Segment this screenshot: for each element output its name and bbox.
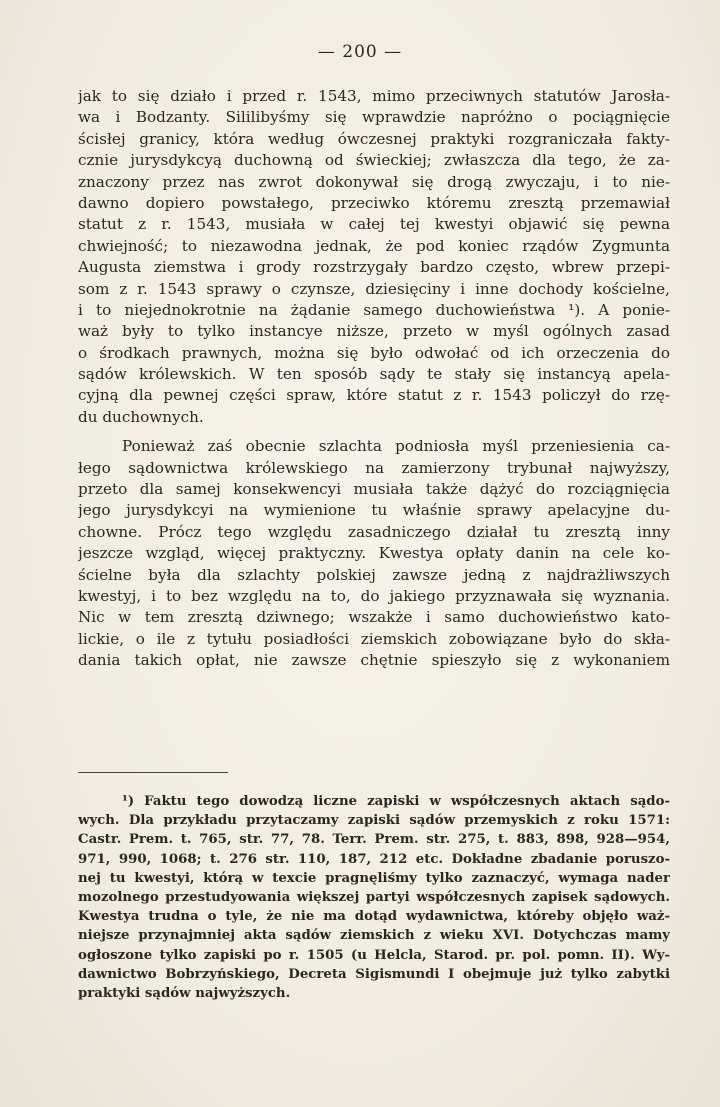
text-line: łego sądownictwa królewskiego na zamierzony trybunał najwyższy, [78,458,670,477]
page-number: — 200 — [317,42,403,62]
text-line: lickie, o ile z tytułu posiadłości ziemskich zobowiązane było do skła- [78,629,670,648]
text-line: ścielne była dla szlachty polskiej zawsze jedną z najdrażliwszych [78,565,670,584]
text-line: dania takich opłat, nie zawsze chętnie spieszyło się z wykonaniem [78,651,670,670]
text-line: du duchownych. [78,407,204,426]
footnote-line: niejsze przynajmniej akta sądów ziemskich z wieku XVI. Dotychczas mamy [78,928,670,944]
text-line: chwiejność; to niezawodna jednak, że pod koniec rządów Zygmunta [78,236,670,255]
text-line: cznie jurysdykcyą duchowną od świeckiej; zwłaszcza dla tego, że za- [78,151,670,170]
footnote-line: dawnictwo Bobrzyńskiego, Decreta Sigismundi I obejmuje już tylko zabytki [78,966,670,982]
footnote-line: wych. Dla przykładu przytaczamy zapiski sądów przemyskich z roku 1571: [78,813,670,829]
text-line: sądów królewskich. W ten sposób sądy te stały się instancyą apela- [78,365,670,384]
text-line: Augusta ziemstwa i grody rozstrzygały bardzo często, wbrew przepi- [78,258,670,277]
text-line: i to niejednokrotnie na żądanie samego duchowieństwa ¹). A ponie- [78,300,670,319]
text-line: o środkach prawnych, można się było odwołać od ich orzeczenia do [78,343,670,362]
text-line: statut z r. 1543, musiała w całej tej kwestyi objawić się pewna [78,215,670,234]
text-line: ścisłej granicy, która według ówczesnej praktyki rozgraniczała fakty- [78,129,670,148]
text-line: som z r. 1543 sprawy o czynsze, dziesięciny i inne dochody kościelne, [78,279,670,298]
footnote-separator [78,772,228,773]
footnote-line: Castr. Prem. t. 765, str. 77, 78. Terr. Prem. str. 275, t. 883, 898, 928—954, [78,832,670,848]
text-line: cyjną dla pewnej części spraw, które statut z r. 1543 policzył do rzę- [78,386,670,405]
body-text [78,86,670,672]
footnote-line: ¹) Faktu tego dowodzą liczne zapiski w współczesnych aktach sądo- [122,794,670,809]
text-line: jak to się działo i przed r. 1543, mimo przeciwnych statutów Jarosła- [78,87,670,105]
paragraph-gap [78,428,670,436]
footnote-line: mozolnego przestudyowania większej partyi współczesnych zapisek sądowych. [78,889,670,905]
text-line: wa i Bodzanty. Sililibyśmy się wprawdzie napróżno o pociągnięcie [78,108,670,127]
text-line: dawno dopiero powstałego, przeciwko któremu zresztą przemawiał [78,193,670,212]
text-line: Ponieważ zaś obecnie szlachta podniosła myśl przeniesienia ca- [122,437,670,456]
text-line: chowne. Prócz tego względu zasadniczego działał tu zresztą inny [78,522,670,541]
text-line: jego jurysdykcyi na wymienione tu właśnie sprawy apelacyjne du- [78,501,670,520]
footnote-line: ogłoszone tylko zapiski po r. 1505 (u Helcla, Starod. pr. pol. pomn. II). Wy- [78,947,670,963]
text-line: kwestyj, i to bez względu na to, do jakiego przyznawała się wyznania. [78,586,670,605]
footnote-line: nej tu kwestyi, którą w texcie pragnęliśmy tylko zaznaczyć, wymaga nader [78,870,670,886]
footnote-line: Kwestya trudna o tyle, że nie ma dotąd wydawnictwa, któreby objęło waż- [78,909,670,925]
text-line: jeszcze wzgląd, więcej praktyczny. Kwestya opłaty danin na cele ko- [78,544,670,563]
text-line: Nic w tem zresztą dziwnego; wszakże i samo duchowieństwo kato- [78,608,670,627]
text-line: przeto dla samej konsekwencyi musiała także dążyć do rozciągnięcia [78,480,670,499]
text-line: znaczony przez nas zwrot dokonywał się drogą zwyczaju, i to nie- [78,172,670,191]
footnote-line: 971, 990, 1068; t. 276 str. 110, 187, 212 etc. Dokładne zbadanie poruszo- [78,851,670,867]
footnotes [78,792,670,1003]
footnote-line: praktyki sądów najwyższych. [78,985,291,1001]
text-line: waż były to tylko instancye niższe, przeto w myśl ogólnych zasad [78,322,670,341]
